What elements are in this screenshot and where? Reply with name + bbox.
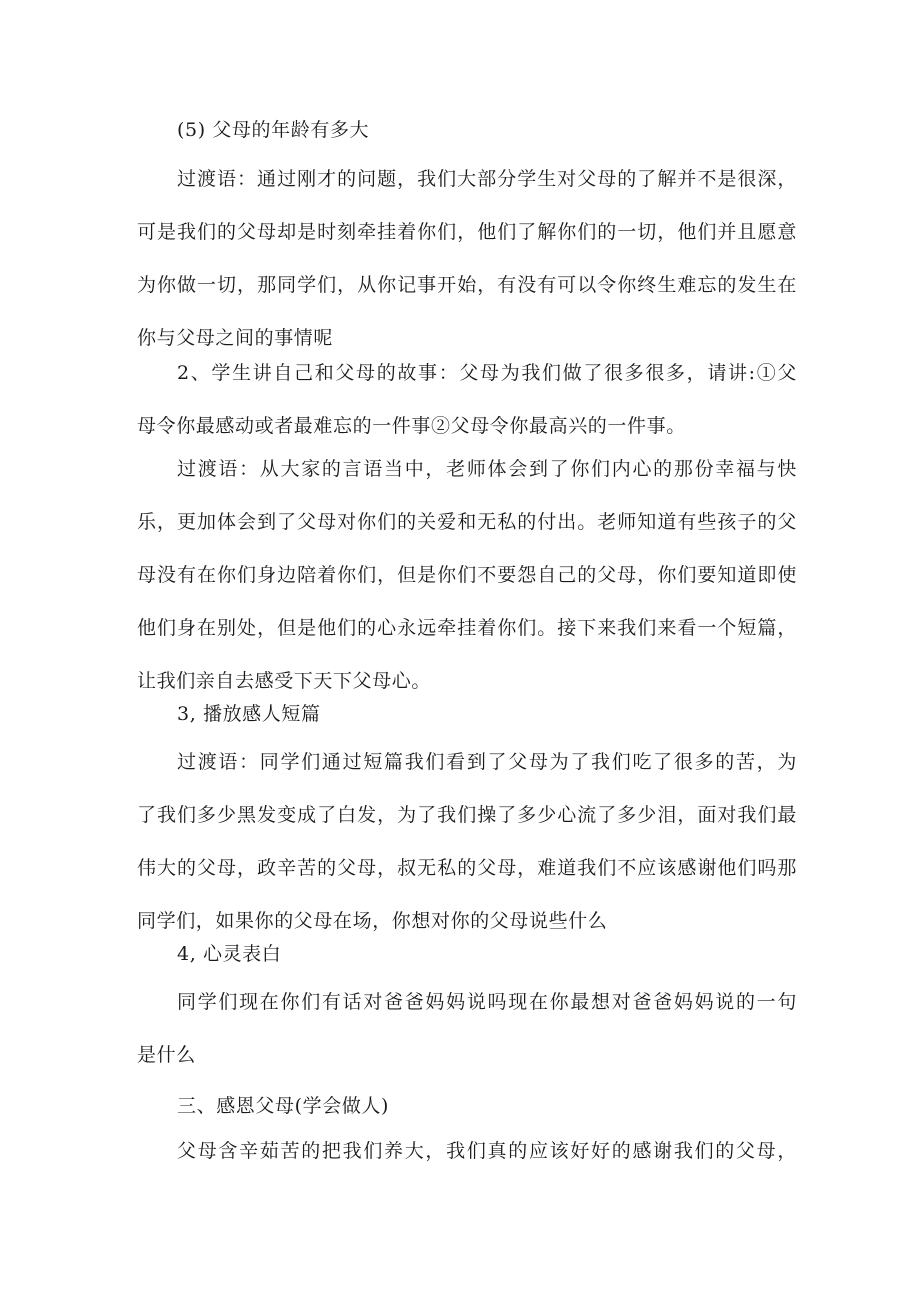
text-line: 三、感恩父母(学会做人) [177,1095,390,1117]
text-line: 3, 播放感人短篇 [177,703,321,725]
text-line: 是什么 [137,1044,196,1066]
paragraph-student-stories [137,347,797,453]
text-line: 4, 心灵表白 [177,943,282,965]
text-line: 同学们现在你们有话对爸爸妈妈说吗现在你最想对爸爸妈妈说的一句 [177,991,797,1013]
text-line: (5) 父母的年龄有多大 [177,119,370,141]
paragraph-say-to-parents [137,976,797,1082]
text-line: 过渡语：从大家的言语当中，老师体会到了你们内心的那份幸福与快 [177,458,797,480]
text-line: 父母含辛茹苦的把我们养大，我们真的应该好好的感谢我们的父母， [177,1140,797,1162]
paragraph-heart-confession [137,928,797,981]
paragraph-transition-1 [137,153,797,365]
paragraph-transition-2 [137,443,797,708]
paragraph-age-question [137,104,797,157]
paragraph-play-film [137,688,797,741]
text-line: 母没有在你们身边陪着你们，但是你们不要怨自己的父母，你们要知道即使 [137,564,797,586]
text-line: 可是我们的父母却是时刻牵挂着你们，他们了解你们的一切，他们并且愿意 [137,221,797,243]
text-line: 让我们亲自去感受下天下父母心。 [137,670,432,692]
text-line: 母令你最感动或者最难忘的一件事②父母令你最高兴的一件事。 [137,415,686,437]
text-line: 过渡语：通过刚才的问题，我们大部分学生对父母的了解并不是很深， [177,168,797,190]
text-line: 伟大的父母，政辛苦的父母，叔无私的父母，难道我们不应该感谢他们吗那 [137,857,797,879]
text-line: 了我们多少黑发变成了白发，为了我们操了多少心流了多少泪，面对我们最 [137,804,797,826]
text-line: 为你做一切，那同学们，从你记事开始，有没有可以令你终生难忘的发生在 [137,274,797,296]
text-line: 2、学生讲自己和父母的故事：父母为我们做了很多很多，请讲:①父 [177,362,797,384]
text-line: 过渡语：同学们通过短篇我们看到了父母为了我们吃了很多的苦，为 [177,751,797,773]
paragraph-parents-raise-us [137,1125,797,1178]
text-line: 乐，更加体会到了父母对你们的关爱和无私的付出。老师知道有些孩子的父 [137,511,797,533]
text-line: 你与父母之间的事情呢 [137,327,334,349]
text-line: 他们身在别处，但是他们的心永远牵挂着你们。接下来我们来看一个短篇， [137,617,797,639]
paragraph-transition-3 [137,736,797,948]
text-line: 同学们，如果你的父母在场，你想对你的父母说些什么 [137,910,608,932]
